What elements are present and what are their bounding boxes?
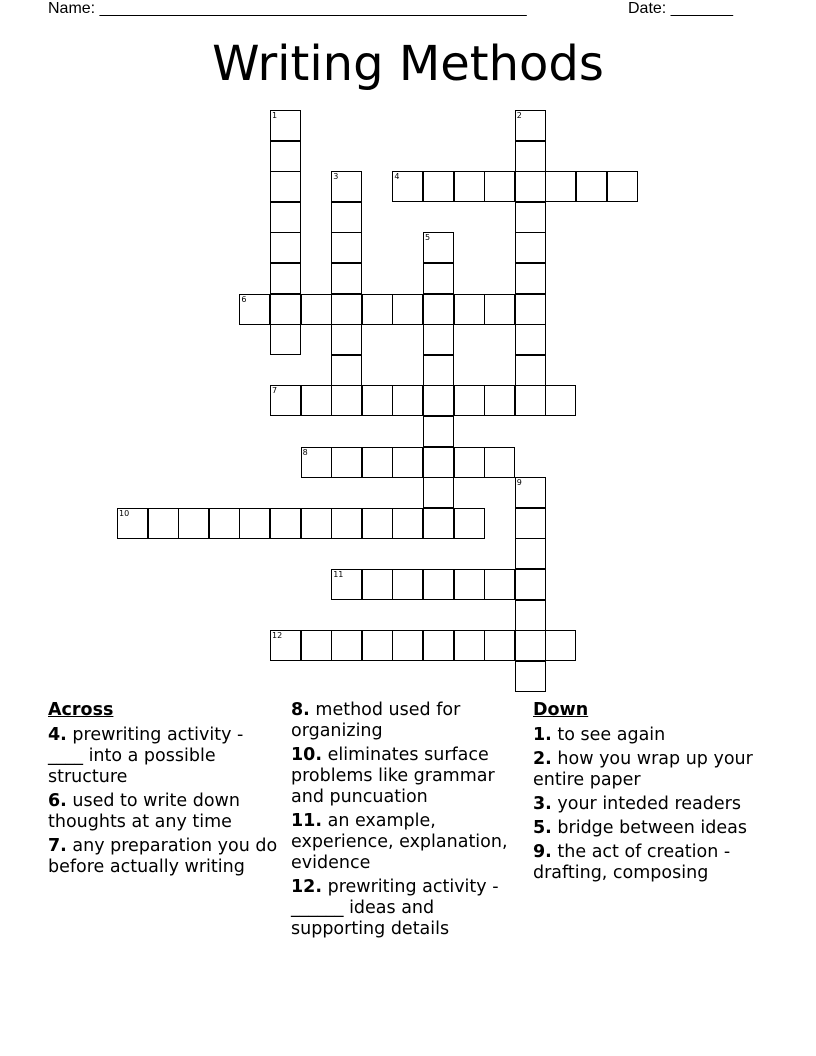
down-clues-column xyxy=(533,700,765,887)
clue-number: 7 xyxy=(272,386,278,396)
grid-cell[interactable] xyxy=(423,385,454,416)
grid-cell[interactable] xyxy=(515,355,546,386)
grid-cell[interactable] xyxy=(392,630,423,661)
grid-cell[interactable] xyxy=(301,447,332,478)
grid-cell[interactable] xyxy=(270,232,301,263)
grid-cell[interactable] xyxy=(392,508,423,539)
grid-cell[interactable] xyxy=(270,294,301,325)
grid-cell[interactable] xyxy=(423,477,454,508)
grid-cell[interactable] xyxy=(423,294,454,325)
grid-cell[interactable] xyxy=(270,171,301,202)
grid-cell[interactable] xyxy=(545,385,576,416)
clue-number: 1 xyxy=(272,111,278,120)
grid-cell[interactable] xyxy=(454,630,485,661)
grid-cell[interactable] xyxy=(576,171,607,202)
grid-cell[interactable] xyxy=(484,385,515,416)
grid-cell[interactable] xyxy=(270,630,301,661)
clue-number: 5 xyxy=(425,233,431,243)
clue-down-2: 2. how you wrap up your entire paper xyxy=(533,749,753,790)
grid-cell[interactable] xyxy=(148,508,179,539)
grid-cell[interactable] xyxy=(454,385,485,416)
grid-cell[interactable] xyxy=(454,569,485,600)
grid-cell[interactable] xyxy=(515,630,546,661)
grid-cell[interactable] xyxy=(423,630,454,661)
grid-cell[interactable] xyxy=(515,141,546,172)
grid-cell[interactable] xyxy=(270,263,301,294)
grid-cell[interactable] xyxy=(392,569,423,600)
across-clues-column-1 xyxy=(48,700,280,881)
grid-cell[interactable] xyxy=(423,355,454,386)
grid-cell[interactable] xyxy=(515,385,546,416)
grid-cell[interactable] xyxy=(423,232,454,263)
clue-number: 6 xyxy=(241,294,247,304)
grid-cell[interactable] xyxy=(331,355,362,386)
grid-cell[interactable] xyxy=(392,171,423,202)
grid-cell[interactable] xyxy=(454,171,485,202)
clue-number: 10 xyxy=(119,508,130,518)
grid-cell[interactable] xyxy=(270,202,301,233)
grid-cell[interactable] xyxy=(423,508,454,539)
grid-cell[interactable] xyxy=(270,385,301,416)
page-title: Writing Methods xyxy=(212,36,604,92)
grid-cell[interactable] xyxy=(484,294,515,325)
clue-number: 2 xyxy=(516,111,522,120)
grid-cell[interactable] xyxy=(484,171,515,202)
grid-cell[interactable] xyxy=(301,508,332,539)
grid-cell[interactable] xyxy=(331,202,362,233)
grid-cell[interactable] xyxy=(515,202,546,233)
grid-cell[interactable] xyxy=(484,630,515,661)
name-field-label[interactable]: Name: ________________________________________________ xyxy=(48,0,527,17)
grid-cell[interactable] xyxy=(392,385,423,416)
grid-cell[interactable] xyxy=(545,171,576,202)
grid-cell[interactable] xyxy=(515,110,546,141)
grid-cell[interactable] xyxy=(117,508,148,539)
grid-cell[interactable] xyxy=(331,232,362,263)
clue-down-9: 9. the act of creation - drafting, composing xyxy=(533,842,731,883)
grid-cell[interactable] xyxy=(515,232,546,263)
grid-cell[interactable] xyxy=(515,477,546,508)
grid-cell[interactable] xyxy=(515,294,546,325)
clue-number: 9 xyxy=(516,478,522,488)
clue-across-8: 8. method used for organizing xyxy=(291,700,461,741)
grid-cell[interactable] xyxy=(607,171,638,202)
grid-cell[interactable] xyxy=(515,569,546,600)
clue-across-12: 12. prewriting activity - ______ ideas and supporting details xyxy=(291,877,499,939)
grid-cell[interactable] xyxy=(239,294,270,325)
grid-cell[interactable] xyxy=(301,385,332,416)
grid-cell[interactable] xyxy=(454,508,485,539)
grid-cell[interactable] xyxy=(270,324,301,355)
grid-cell[interactable] xyxy=(270,110,301,141)
grid-cell[interactable] xyxy=(362,447,393,478)
grid-cell[interactable] xyxy=(301,630,332,661)
clue-across-6: 6. used to write down thoughts at any time xyxy=(48,791,240,832)
grid-cell[interactable] xyxy=(515,661,546,692)
clue-across-10: 10. eliminates surface problems like grammar and puncuation xyxy=(291,745,495,807)
grid-cell[interactable] xyxy=(362,385,393,416)
across-clues-column-2 xyxy=(291,700,523,943)
grid-cell[interactable] xyxy=(331,263,362,294)
grid-cell[interactable] xyxy=(515,538,546,569)
grid-cell[interactable] xyxy=(270,508,301,539)
grid-cell[interactable] xyxy=(331,294,362,325)
clue-number: 11 xyxy=(333,570,344,579)
grid-cell[interactable] xyxy=(515,508,546,539)
grid-cell[interactable] xyxy=(239,508,270,539)
grid-cell[interactable] xyxy=(423,447,454,478)
grid-cell[interactable] xyxy=(454,447,485,478)
grid-cell[interactable] xyxy=(423,171,454,202)
grid-cell[interactable] xyxy=(515,324,546,355)
grid-cell[interactable] xyxy=(454,294,485,325)
grid-cell[interactable] xyxy=(331,324,362,355)
clue-number: 3 xyxy=(333,172,339,182)
grid-cell[interactable] xyxy=(362,630,393,661)
grid-cell[interactable] xyxy=(270,141,301,172)
grid-cell[interactable] xyxy=(362,294,393,325)
grid-cell[interactable] xyxy=(331,171,362,202)
clue-down-3: 3. your inteded readers xyxy=(533,794,741,814)
grid-cell[interactable] xyxy=(178,508,209,539)
clue-down-1: 1. to see again xyxy=(533,725,666,745)
grid-cell[interactable] xyxy=(331,630,362,661)
grid-cell[interactable] xyxy=(331,508,362,539)
clue-across-11: 11. an example, experience, explanation, evidence xyxy=(291,811,508,873)
date-field-label[interactable]: Date: _______ xyxy=(628,0,733,17)
grid-cell[interactable] xyxy=(423,569,454,600)
grid-cell[interactable] xyxy=(423,416,454,447)
grid-cell[interactable] xyxy=(331,447,362,478)
clue-number: 8 xyxy=(302,447,308,457)
grid-cell[interactable] xyxy=(301,294,332,325)
grid-cell[interactable] xyxy=(515,171,546,202)
grid-cell[interactable] xyxy=(484,569,515,600)
across-heading: Across xyxy=(48,700,114,720)
grid-cell[interactable] xyxy=(515,600,546,631)
grid-cell[interactable] xyxy=(484,447,515,478)
grid-cell[interactable] xyxy=(362,508,393,539)
grid-cell[interactable] xyxy=(515,263,546,294)
grid-cell[interactable] xyxy=(423,324,454,355)
grid-cell[interactable] xyxy=(362,569,393,600)
clue-number: 12 xyxy=(272,631,283,641)
grid-cell[interactable] xyxy=(331,385,362,416)
clue-down-5: 5. bridge between ideas xyxy=(533,818,747,838)
down-heading: Down xyxy=(533,700,589,720)
grid-cell[interactable] xyxy=(392,294,423,325)
clue-across-4: 4. prewriting activity - ____ into a possible structure xyxy=(48,725,244,787)
grid-cell[interactable] xyxy=(331,569,362,600)
clue-number: 4 xyxy=(394,172,400,182)
clue-across-7: 7. any preparation you do before actually writing xyxy=(48,836,278,877)
grid-cell[interactable] xyxy=(392,447,423,478)
grid-cell[interactable] xyxy=(545,630,576,661)
grid-cell[interactable] xyxy=(423,263,454,294)
grid-cell[interactable] xyxy=(209,508,240,539)
